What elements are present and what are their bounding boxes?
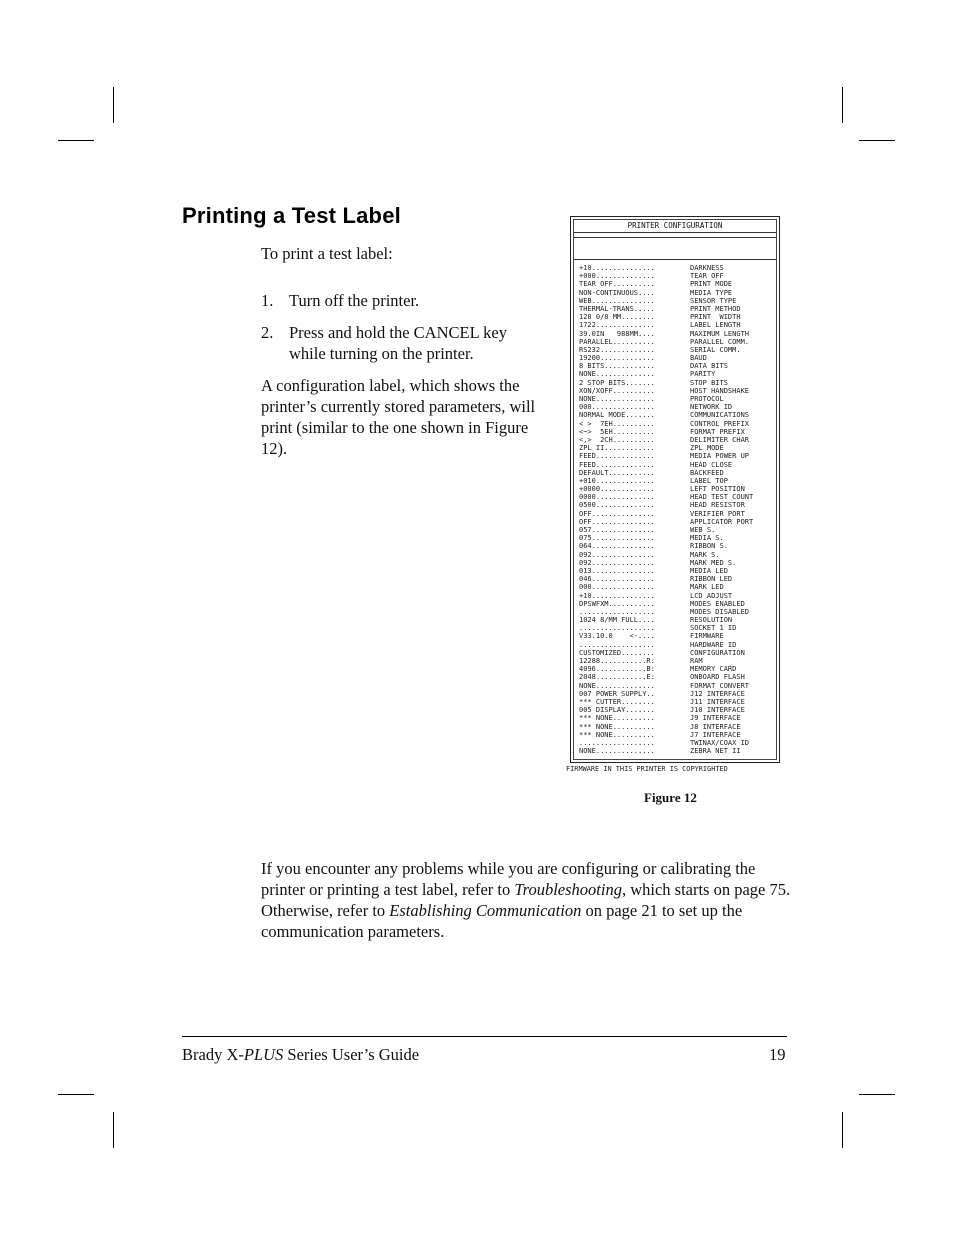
config-value: .................. bbox=[579, 607, 655, 616]
config-parameter: TWINAX/COAX ID bbox=[690, 738, 750, 747]
config-row bbox=[579, 665, 777, 673]
config-row bbox=[579, 411, 777, 419]
config-row bbox=[579, 592, 777, 600]
config-row bbox=[579, 747, 777, 755]
config-row bbox=[579, 518, 777, 526]
config-parameter: LEFT POSITION bbox=[690, 485, 745, 494]
config-value: 2 STOP BITS....... bbox=[579, 378, 655, 387]
config-value: 007 POWER SUPPLY.. bbox=[579, 689, 655, 698]
config-row bbox=[579, 510, 777, 518]
crop-mark bbox=[113, 87, 114, 123]
config-row bbox=[579, 444, 777, 452]
config-row bbox=[579, 583, 777, 591]
config-parameter: RIBBON S. bbox=[690, 542, 728, 551]
config-parameter: MEDIA POWER UP bbox=[690, 452, 750, 461]
config-value: 092............... bbox=[579, 550, 655, 559]
config-parameter: SOCKET 1 ID bbox=[690, 624, 737, 633]
config-row bbox=[579, 657, 777, 665]
config-value: 075............... bbox=[579, 534, 655, 543]
config-parameter: PRINT METHOD bbox=[690, 304, 741, 313]
config-row bbox=[579, 289, 777, 297]
config-value: ZPL II............ bbox=[579, 444, 655, 453]
config-parameter: SENSOR TYPE bbox=[690, 296, 737, 305]
config-value: NONE.............. bbox=[579, 395, 655, 403]
paragraph-text: If you encounter any problems while you are configuring or calibrating the printer or printing a test label, refer to bbox=[261, 859, 756, 899]
config-row bbox=[579, 600, 777, 608]
config-row bbox=[579, 714, 777, 722]
config-parameter: LCD ADJUST bbox=[690, 591, 733, 600]
config-value: *** NONE.......... bbox=[579, 714, 655, 723]
config-row bbox=[579, 469, 777, 477]
crop-mark bbox=[842, 1112, 843, 1148]
config-parameter: PROTOCOL bbox=[690, 395, 724, 403]
config-parameter: J12 INTERFACE bbox=[690, 689, 745, 698]
config-parameter: RAM bbox=[690, 657, 703, 665]
config-value: 1024 8/MM FULL.... bbox=[579, 616, 655, 625]
config-parameter: MARK LED bbox=[690, 583, 724, 592]
config-value: 128 0/8 MM........ bbox=[579, 313, 655, 322]
config-value: *** NONE.......... bbox=[579, 730, 655, 739]
config-parameter: HOST HANDSHAKE bbox=[690, 386, 750, 395]
config-parameter: ONBOARD FLASH bbox=[690, 673, 745, 682]
config-parameter: DELIMITER CHAR bbox=[690, 435, 750, 444]
config-parameter: MAXIMUM LENGTH bbox=[690, 329, 750, 338]
config-row bbox=[579, 436, 777, 444]
config-value: XON/XOFF.......... bbox=[579, 386, 655, 395]
crop-mark bbox=[58, 1094, 94, 1095]
config-value: V33.10.0 <-.... bbox=[579, 632, 655, 641]
config-parameter: MEDIA S. bbox=[690, 534, 724, 543]
config-parameter: MARK MED S. bbox=[690, 558, 737, 567]
config-parameter: J8 INTERFACE bbox=[690, 722, 741, 731]
config-value: 8 BITS............ bbox=[579, 362, 655, 371]
config-row bbox=[579, 526, 777, 534]
config-parameter: FORMAT PREFIX bbox=[690, 427, 745, 436]
config-value: +10............... bbox=[579, 591, 655, 600]
config-value: *** NONE.......... bbox=[579, 722, 655, 731]
config-row bbox=[579, 461, 777, 469]
config-row bbox=[579, 280, 777, 288]
config-row bbox=[579, 420, 777, 428]
crop-mark bbox=[859, 140, 895, 141]
page-title: Printing a Test Label bbox=[182, 203, 401, 228]
paragraph-text: on page 21 to set up the communication parameters. bbox=[261, 901, 743, 941]
config-parameter: MEDIA LED bbox=[690, 566, 728, 575]
config-row bbox=[579, 379, 777, 387]
config-parameter: MARK S. bbox=[690, 550, 720, 559]
config-parameter: J10 INTERFACE bbox=[690, 706, 745, 715]
config-row bbox=[579, 551, 777, 559]
intro-text: To print a test label: bbox=[261, 244, 393, 263]
config-row bbox=[579, 362, 777, 370]
config-value: 0500.............. bbox=[579, 501, 655, 510]
config-parameter: PARITY bbox=[690, 370, 716, 379]
config-value: *** CUTTER........ bbox=[579, 697, 655, 706]
footer-title-suffix: Series User’s Guide bbox=[283, 1045, 420, 1064]
config-parameter: TEAR OFF bbox=[690, 272, 724, 281]
footer-title-plus: PLUS bbox=[243, 1045, 284, 1064]
config-row bbox=[579, 608, 777, 616]
config-row bbox=[579, 477, 777, 485]
config-parameter: HEAD TEST COUNT bbox=[690, 493, 754, 502]
config-row bbox=[579, 632, 777, 640]
config-parameter: FORMAT CONVERT bbox=[690, 681, 750, 690]
config-row bbox=[579, 641, 777, 649]
config-parameter: MEDIA TYPE bbox=[690, 288, 733, 297]
config-parameter: J9 INTERFACE bbox=[690, 714, 741, 723]
config-parameter: RESOLUTION bbox=[690, 616, 733, 625]
config-parameter: J11 INTERFACE bbox=[690, 697, 745, 706]
config-parameter: HEAD RESISTOR bbox=[690, 501, 745, 510]
config-value: +0000............. bbox=[579, 485, 655, 494]
config-value: DPSWFXM........... bbox=[579, 599, 655, 608]
config-row bbox=[579, 485, 777, 493]
config-row bbox=[579, 673, 777, 681]
config-parameter: LABEL LENGTH bbox=[690, 321, 741, 330]
config-parameter: DARKNESS bbox=[690, 264, 724, 272]
config-row bbox=[579, 338, 777, 346]
config-parameter: WEB S. bbox=[690, 526, 716, 534]
config-value: RS232............. bbox=[579, 345, 655, 354]
config-parameter: BAUD bbox=[690, 354, 707, 363]
config-value: 0000.............. bbox=[579, 493, 655, 502]
paragraph-text: , which starts on page 75. Otherwise, refer to bbox=[261, 880, 791, 920]
config-value: 4096............B: bbox=[579, 665, 655, 674]
footer-rule bbox=[182, 1036, 787, 1037]
config-row bbox=[579, 567, 777, 575]
config-row bbox=[579, 330, 777, 338]
config-parameter: HEAD CLOSE bbox=[690, 460, 733, 469]
crop-mark bbox=[58, 140, 94, 141]
config-parameter: PRINT WIDTH bbox=[690, 313, 741, 322]
config-parameter: FIRMWARE bbox=[690, 632, 724, 641]
config-value: 013............... bbox=[579, 566, 655, 575]
config-value: TEAR OFF.......... bbox=[579, 280, 655, 289]
config-value: DEFAULT........... bbox=[579, 468, 655, 477]
config-parameter: HARDWARE ID bbox=[690, 640, 737, 649]
config-row bbox=[579, 542, 777, 550]
troubleshooting-reference: Troubleshooting bbox=[514, 880, 622, 899]
footer-title-prefix: Brady X- bbox=[182, 1045, 244, 1064]
crop-mark bbox=[113, 1112, 114, 1148]
config-parameter: STOP BITS bbox=[690, 378, 728, 387]
config-value: 046............... bbox=[579, 575, 655, 584]
config-row bbox=[579, 313, 777, 321]
config-row bbox=[579, 501, 777, 509]
step-text: Turn off the printer. bbox=[289, 291, 420, 310]
config-row bbox=[579, 706, 777, 714]
config-value: 000............... bbox=[579, 403, 655, 412]
config-row bbox=[579, 616, 777, 624]
step-item bbox=[261, 290, 536, 311]
config-parameter: BACKFEED bbox=[690, 468, 724, 477]
config-row bbox=[579, 690, 777, 698]
config-row bbox=[579, 297, 777, 305]
config-value: CUSTOMIZED........ bbox=[579, 648, 655, 657]
config-parameter: ZEBRA NET II bbox=[690, 747, 741, 756]
config-row bbox=[579, 624, 777, 632]
config-parameter: COMMUNICATIONS bbox=[690, 411, 750, 420]
config-value: 19200............. bbox=[579, 354, 655, 363]
config-parameter: CONFIGURATION bbox=[690, 648, 745, 657]
config-value: <,> 2CH.......... bbox=[579, 435, 655, 444]
config-parameter: PARALLEL COMM. bbox=[690, 337, 750, 346]
config-row bbox=[579, 493, 777, 501]
config-row bbox=[579, 305, 777, 313]
figure-caption: Figure 12 bbox=[644, 790, 697, 805]
config-value: 005 DISPLAY....... bbox=[579, 706, 655, 715]
config-parameter: ZPL MODE bbox=[690, 444, 724, 453]
step-item bbox=[261, 322, 536, 364]
config-value: +000.............. bbox=[579, 272, 655, 281]
config-value: OFF............... bbox=[579, 517, 655, 526]
config-value: THERMAL-TRANS..... bbox=[579, 304, 655, 313]
config-value: 057............... bbox=[579, 526, 655, 534]
config-value: 2048............E: bbox=[579, 673, 655, 682]
config-row bbox=[579, 559, 777, 567]
config-value: 12288...........R: bbox=[579, 657, 655, 665]
config-parameter: MODES ENABLED bbox=[690, 599, 745, 608]
config-row bbox=[579, 370, 777, 378]
config-value: NORMAL MODE....... bbox=[579, 411, 655, 420]
config-row bbox=[579, 403, 777, 411]
config-value: < > 7EH.......... bbox=[579, 419, 655, 428]
footer-title bbox=[182, 1045, 419, 1065]
configuration-label bbox=[570, 216, 780, 763]
step-text: Press and hold the CANCEL key while turning on the printer. bbox=[289, 323, 507, 363]
config-row bbox=[579, 272, 777, 280]
config-row bbox=[579, 387, 777, 395]
config-value: +10............... bbox=[579, 264, 655, 272]
step-number: 1. bbox=[261, 291, 274, 310]
config-value: NONE.............. bbox=[579, 370, 655, 379]
config-parameter: SERIAL COMM. bbox=[690, 345, 741, 354]
config-value: FEED.............. bbox=[579, 460, 655, 469]
config-row bbox=[579, 452, 777, 460]
config-parameter: RIBBON LED bbox=[690, 575, 733, 584]
establishing-communication-reference: Establishing Communication bbox=[389, 901, 582, 920]
config-value: .................. bbox=[579, 738, 655, 747]
config-value: 064............... bbox=[579, 542, 655, 551]
config-parameter: MODES DISABLED bbox=[690, 607, 750, 616]
config-list bbox=[579, 264, 777, 755]
config-parameter: DATA BITS bbox=[690, 362, 728, 371]
config-value: 092............... bbox=[579, 558, 655, 567]
config-value: NON-CONTINUOUS.... bbox=[579, 288, 655, 297]
config-value: 39.0IN 988MM.... bbox=[579, 329, 655, 338]
config-row bbox=[579, 698, 777, 706]
config-parameter: LABEL TOP bbox=[690, 476, 728, 485]
config-row bbox=[579, 534, 777, 542]
config-value: FEED.............. bbox=[579, 452, 655, 461]
config-value: NONE.............. bbox=[579, 747, 655, 756]
config-value: 1722.............. bbox=[579, 321, 655, 330]
config-row bbox=[579, 428, 777, 436]
config-row bbox=[579, 575, 777, 583]
config-value: PARALLEL.......... bbox=[579, 337, 655, 346]
config-value: .................. bbox=[579, 624, 655, 633]
config-row bbox=[579, 682, 777, 690]
label-blank-row bbox=[574, 237, 776, 260]
config-row bbox=[579, 321, 777, 329]
config-row bbox=[579, 395, 777, 403]
config-value: .................. bbox=[579, 640, 655, 649]
config-row bbox=[579, 354, 777, 362]
config-value: WEB............... bbox=[579, 296, 655, 305]
label-title: PRINTER CONFIGURATION bbox=[574, 220, 776, 233]
config-parameter: PRINT MODE bbox=[690, 280, 733, 289]
crop-mark bbox=[859, 1094, 895, 1095]
config-parameter: J7 INTERFACE bbox=[690, 730, 741, 739]
crop-mark bbox=[842, 87, 843, 123]
label-footer: FIRMWARE IN THIS PRINTER IS COPYRIGHTED bbox=[566, 765, 728, 773]
config-parameter: NETWORK ID bbox=[690, 403, 733, 412]
troubleshooting-paragraph bbox=[261, 858, 791, 942]
config-row bbox=[579, 723, 777, 731]
config-value: 000............... bbox=[579, 583, 655, 592]
config-parameter: APPLICATOR PORT bbox=[690, 517, 754, 526]
configuration-paragraph: A configuration label, which shows the printer’s currently stored parameters, will print (similar to the one shown in Figure 12). bbox=[261, 376, 536, 458]
config-row bbox=[579, 264, 777, 272]
config-row bbox=[579, 649, 777, 657]
config-row bbox=[579, 346, 777, 354]
config-value: NONE.............. bbox=[579, 681, 655, 690]
config-value: <~> 5EH.......... bbox=[579, 427, 655, 436]
step-number: 2. bbox=[261, 323, 274, 342]
config-parameter: VERIFIER PORT bbox=[690, 509, 745, 518]
page-number: 19 bbox=[769, 1045, 786, 1064]
config-value: OFF............... bbox=[579, 509, 655, 518]
config-row bbox=[579, 739, 777, 747]
config-parameter: MEMORY CARD bbox=[690, 665, 737, 674]
config-parameter: CONTROL PREFIX bbox=[690, 419, 750, 428]
config-row bbox=[579, 731, 777, 739]
config-value: +010.............. bbox=[579, 476, 655, 485]
